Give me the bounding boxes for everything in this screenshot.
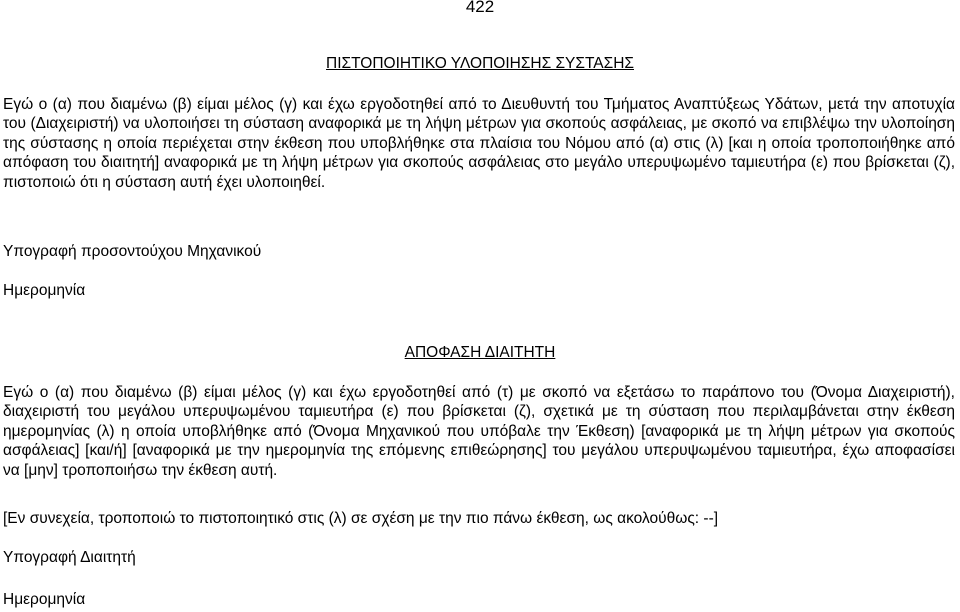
- decision-title: ΑΠΟΦΑΣΗ ΔΙΑΙΤΗΤΗ: [404, 344, 556, 361]
- page-number: 422: [465, 0, 495, 16]
- decision-body: Εγώ ο (α) που διαμένω (β) είμαι μέλος (γ) και έχω εργοδοτηθεί από (τ) με σκοπό να εξετάσω το παράπονο του (Όνομα Διαχειριστή), διαχειριστή του μεγάλου υπερυψωμένου ταμιευτήρα (ε) που βρίσκεται (ζ), σχετικά με τη σύσταση που περιλαμβάνεται στην έκθεση ημερομηνίας (λ) η οποία υποβλήθηκε από (Όνομα Μηχανικού που υπόβαλε την Έκθεση) [αναφορικά με τη λήψη μέτρων για σκοπούς ασφάλειας] [και/ή] [αναφορικά με την ημερομηνία της επόμενης επιθεώρησης] του μεγάλου υπερυψωμένου ταμιευτήρα, έχω αποφασίσει να [μην] τροποποιήσω την έκθεση αυτή.: [3, 384, 955, 479]
- amendment-line: [Εν συνεχεία, τροποποιώ το πιστοποιητικό στις (λ) σε σχέση με την πιο πάνω έκθεση, ως ακολούθως: --]: [3, 510, 719, 527]
- certificate-body: Εγώ ο (α) που διαμένω (β) είμαι μέλος (γ) και έχω εργοδοτηθεί από το Διευθυντή του Τμήματος Αναπτύξεως Υδάτων, μετά την αποτυχία του (Διαχειριστή) να υλοποιήσει τη σύσταση αναφορικά με τη λήψη μέτρων για σκοπούς ασφάλειας, με σκοπό να επιβλέψω την υλοποίηση της σύστασης η οποία περιέχεται στην έκθεση που υποβλήθηκε στα πλαίσια του Νόμου από (α) στις (λ) [και η οποία τροποποιήθηκε από απόφαση του διαιτητή] αναφορικά με τη λήψη μέτρων για σκοπούς ασφάλειας στο μεγάλο υπερυψωμένο ταμιευτήρα (ε) που βρίσκεται (ζ), πιστοποιώ ότι η σύσταση αυτή έχει υλοποιηθεί.: [3, 96, 955, 191]
- certificate-title: ΠΙΣΤΟΠΟΙΗΤΙΚΟ ΥΛΟΠΟΙΗΣΗΣ ΣΥΣΤΑΣΗΣ: [326, 55, 634, 72]
- certificate-date-label: Ημερομηνία: [3, 282, 86, 299]
- arbitrator-signature-label: Υπογραφή Διαιτητή: [3, 549, 136, 566]
- engineer-signature-label: Υπογραφή προσοντούχου Μηχανικού: [3, 243, 262, 260]
- decision-date-label: Ημερομηνία: [3, 591, 86, 608]
